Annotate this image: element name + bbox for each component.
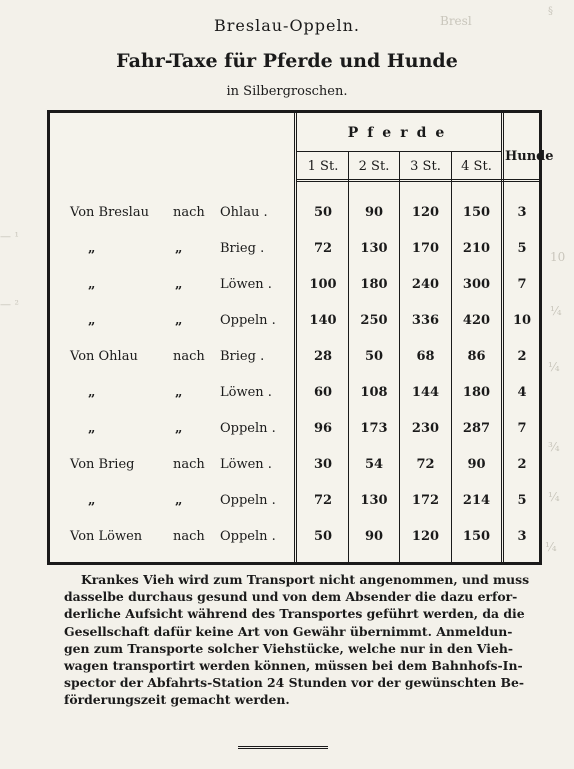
destination-label: Brieg . bbox=[220, 241, 265, 256]
dog-fare-cell: 3 bbox=[517, 205, 527, 220]
dog-fare-cell: 5 bbox=[517, 241, 527, 256]
destination-label: Oppeln . bbox=[220, 493, 276, 508]
fare-row bbox=[50, 339, 539, 375]
nach-label: „ bbox=[175, 493, 183, 508]
dog-fare-cell: 7 bbox=[517, 421, 527, 436]
horse-fare-cell: 230 bbox=[411, 421, 440, 436]
destination-label: Löwen . bbox=[220, 457, 272, 472]
horse-fare-cell: 90 bbox=[364, 205, 384, 220]
origin-label: Von Ohlau bbox=[70, 349, 138, 364]
horse-fare-cell: 90 bbox=[467, 457, 486, 472]
horse-fare-cell: 140 bbox=[309, 313, 337, 328]
horse-fare-cell: 86 bbox=[467, 349, 486, 364]
horse-fare-cell: 130 bbox=[360, 241, 388, 256]
horse-fare-cell: 68 bbox=[416, 349, 435, 364]
destination-label: Oppeln . bbox=[220, 421, 276, 436]
horse-fare-cell: 120 bbox=[411, 205, 440, 220]
dog-fare-cell: 4 bbox=[517, 385, 527, 400]
origin-label: „ bbox=[88, 313, 96, 328]
fare-row bbox=[50, 195, 539, 231]
header-bottom-rule bbox=[296, 179, 539, 182]
horse-fare-cell: 170 bbox=[411, 241, 440, 256]
note-line: Krankes Vieh wird zum Transport nicht angenommen, und muss bbox=[81, 572, 530, 587]
horse-fare-cell: 50 bbox=[313, 205, 333, 220]
origin-label: „ bbox=[88, 493, 96, 508]
horse-fare-cell: 172 bbox=[411, 493, 440, 508]
closing-rule bbox=[238, 746, 328, 749]
route-label bbox=[50, 447, 280, 483]
currency-note: in Silbergroschen. bbox=[226, 84, 348, 99]
col-header-1: 1 St. bbox=[307, 159, 339, 174]
horse-fare-cell: 150 bbox=[462, 529, 491, 544]
route-label bbox=[50, 339, 280, 375]
horse-fare-cell: 214 bbox=[462, 493, 491, 508]
horse-fare-cell: 300 bbox=[462, 277, 491, 292]
nach-label: nach bbox=[173, 349, 205, 364]
horse-fare-cell: 250 bbox=[360, 313, 388, 328]
route-label bbox=[50, 195, 280, 231]
origin-label: „ bbox=[88, 385, 96, 400]
destination-label: Ohlau . bbox=[220, 205, 268, 220]
destination-label: Löwen . bbox=[220, 385, 272, 400]
destination-label: Oppeln . bbox=[220, 313, 276, 328]
route-label bbox=[50, 267, 280, 303]
note-line: derliche Aufsicht während des Transportes geführt werden, da die bbox=[64, 606, 525, 622]
fare-row bbox=[50, 483, 539, 519]
horse-fare-cell: 120 bbox=[411, 529, 440, 544]
horse-fare-cell: 50 bbox=[313, 529, 333, 544]
destination-label: Oppeln . bbox=[220, 529, 276, 544]
nach-label: „ bbox=[175, 421, 183, 436]
origin-label: „ bbox=[88, 241, 96, 256]
nach-label: „ bbox=[175, 241, 183, 256]
horse-fare-cell: 287 bbox=[462, 421, 491, 436]
horse-fare-cell: 180 bbox=[462, 385, 491, 400]
horse-fare-cell: 72 bbox=[313, 241, 333, 256]
horse-fare-cell: 100 bbox=[309, 277, 337, 292]
horse-fare-cell: 240 bbox=[411, 277, 440, 292]
nach-label: „ bbox=[175, 277, 183, 292]
note-line: spector der Abfahrts-Station 24 Stunden vor der gewünschten Be- bbox=[64, 675, 525, 691]
origin-label: Von Breslau bbox=[70, 205, 149, 220]
col-header-2: 2 St. bbox=[358, 159, 390, 174]
dog-fare-cell: 2 bbox=[517, 457, 527, 472]
transport-conditions-note bbox=[64, 571, 534, 709]
destination-label: Brieg . bbox=[220, 349, 265, 364]
horse-fare-cell: 54 bbox=[364, 457, 384, 472]
col-header-3: 3 St. bbox=[410, 159, 441, 174]
origin-label: Von Brieg bbox=[70, 457, 135, 472]
route-title: Breslau-Oppeln. bbox=[213, 16, 361, 35]
nach-label: nach bbox=[173, 457, 205, 472]
dog-fare-cell: 5 bbox=[517, 493, 527, 508]
tariff-heading: Fahr-Taxe für Pferde und Hunde bbox=[116, 50, 458, 72]
fare-row bbox=[50, 231, 539, 267]
horse-fare-cell: 210 bbox=[462, 241, 491, 256]
fare-row bbox=[50, 447, 539, 483]
destination-label: Löwen . bbox=[220, 277, 272, 292]
note-line: wagen transportirt werden können, müssen bei dem Bahnhofs-In- bbox=[64, 658, 523, 674]
horse-fare-cell: 60 bbox=[313, 385, 333, 400]
horse-fare-cell: 336 bbox=[411, 313, 440, 328]
dog-fare-cell: 3 bbox=[517, 529, 527, 544]
nach-label: „ bbox=[175, 313, 183, 328]
route-label bbox=[50, 303, 280, 339]
note-line: Gesellschaft dafür keine Art von Gewähr übernimmt. Anmeldun- bbox=[64, 623, 513, 639]
dog-fare-cell: 10 bbox=[512, 313, 532, 328]
route-label bbox=[50, 411, 280, 447]
horse-fare-cell: 96 bbox=[313, 421, 333, 436]
origin-label: „ bbox=[88, 277, 96, 292]
origin-label: „ bbox=[88, 421, 96, 436]
note-line: gen zum Transporte solcher Viehstücke, welche nur in den Vieh- bbox=[64, 640, 514, 656]
horse-fare-cell: 30 bbox=[313, 457, 333, 472]
note-line: dasselbe durchaus gesund und von dem Absender die dazu erfor- bbox=[64, 589, 518, 605]
horse-fare-cell: 144 bbox=[411, 385, 440, 400]
note-line: förderungszeit gemacht werden. bbox=[64, 692, 290, 708]
horse-fare-cell: 173 bbox=[360, 421, 388, 436]
horse-fare-cell: 72 bbox=[416, 457, 435, 472]
route-label bbox=[50, 231, 280, 267]
horse-fare-cell: 50 bbox=[364, 349, 384, 364]
group-header-rule bbox=[296, 151, 501, 152]
horse-fare-cell: 420 bbox=[462, 313, 491, 328]
nach-label: nach bbox=[173, 529, 205, 544]
fare-row bbox=[50, 519, 539, 555]
horse-fare-cell: 150 bbox=[462, 205, 491, 220]
horse-fare-cell: 130 bbox=[360, 493, 388, 508]
fare-row bbox=[50, 411, 539, 447]
nach-label: „ bbox=[175, 385, 183, 400]
fare-row bbox=[50, 303, 539, 339]
horses-group-header: Pferde bbox=[347, 125, 454, 141]
dog-fare-cell: 7 bbox=[517, 277, 527, 292]
col-header-4: 4 St. bbox=[461, 159, 492, 174]
dogs-header: Hunde bbox=[505, 149, 554, 164]
horse-fare-cell: 180 bbox=[360, 277, 388, 292]
origin-label: Von Löwen bbox=[70, 529, 143, 544]
fare-row bbox=[50, 375, 539, 411]
horse-fare-cell: 28 bbox=[313, 349, 333, 364]
fare-table bbox=[47, 110, 554, 565]
route-label bbox=[50, 519, 280, 555]
fare-row bbox=[50, 267, 539, 303]
horse-fare-cell: 72 bbox=[313, 493, 333, 508]
horse-fare-cell: 90 bbox=[364, 529, 384, 544]
route-label bbox=[50, 483, 280, 519]
route-label bbox=[50, 375, 280, 411]
nach-label: nach bbox=[173, 205, 205, 220]
dog-fare-cell: 2 bbox=[517, 349, 527, 364]
horse-fare-cell: 108 bbox=[360, 385, 388, 400]
